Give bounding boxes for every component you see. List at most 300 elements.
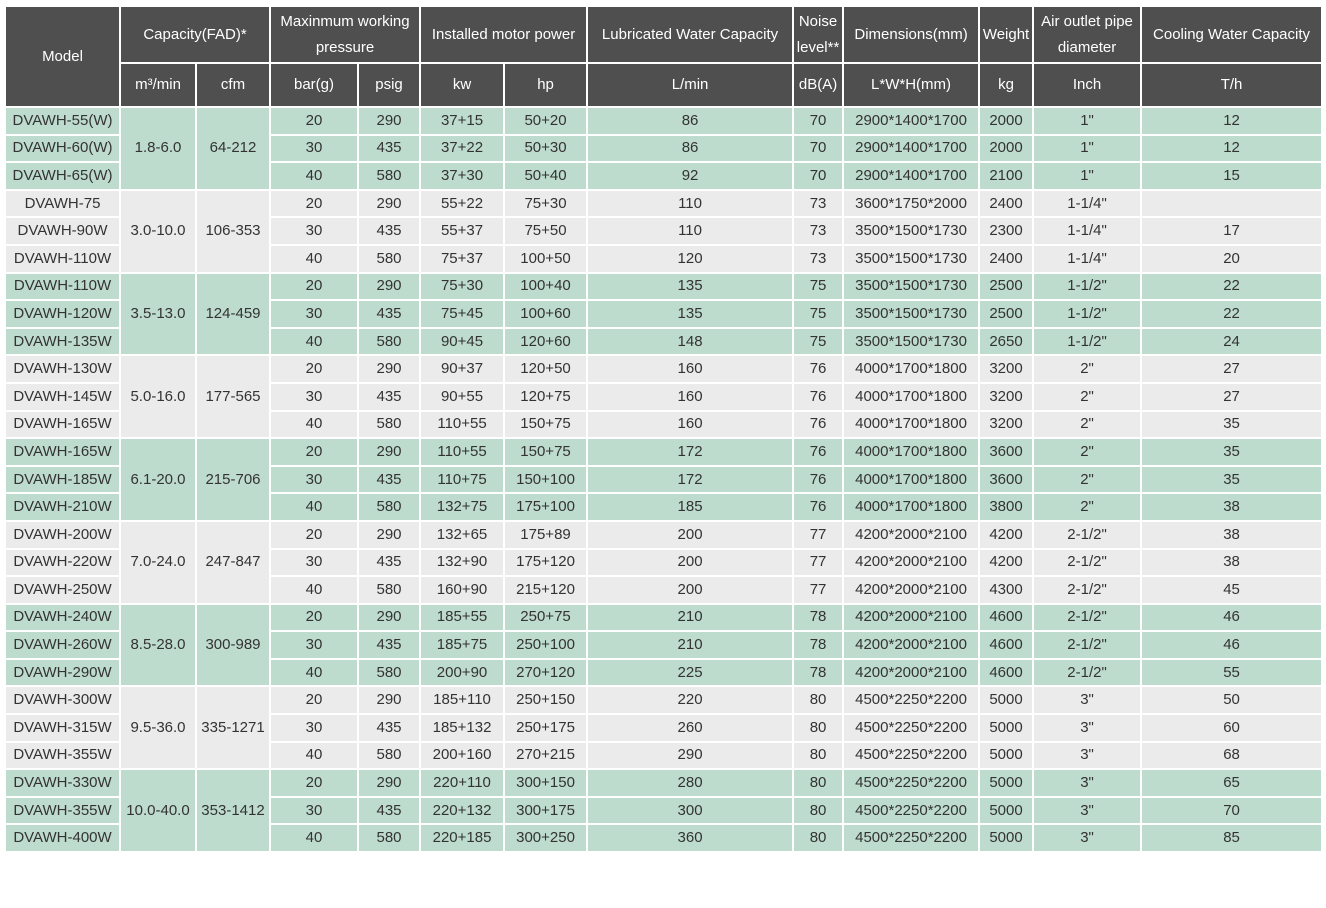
- pressure-bar-cell: 40: [270, 245, 358, 273]
- pressure-psig-cell: 435: [358, 549, 420, 577]
- cooling-water-cell: 20: [1141, 245, 1322, 273]
- motor-kw-cell: 90+37: [420, 355, 504, 383]
- noise-level-cell: 80: [793, 797, 843, 825]
- pressure-psig-cell: 290: [358, 107, 420, 135]
- dimensions-cell: 3500*1500*1730: [843, 300, 979, 328]
- header-model: Model: [5, 6, 120, 107]
- pressure-psig-cell: 290: [358, 438, 420, 466]
- cooling-water-cell: 46: [1141, 631, 1322, 659]
- dimensions-cell: 4200*2000*2100: [843, 576, 979, 604]
- lubricated-water-cell: 110: [587, 217, 793, 245]
- weight-cell: 4600: [979, 604, 1033, 632]
- motor-hp-cell: 250+150: [504, 686, 587, 714]
- motor-hp-cell: 120+75: [504, 383, 587, 411]
- cooling-water-cell: 12: [1141, 107, 1322, 135]
- outlet-diameter-cell: 2-1/2": [1033, 604, 1141, 632]
- noise-level-cell: 78: [793, 631, 843, 659]
- model-cell: DVAWH-65(W): [5, 162, 120, 190]
- noise-level-cell: 80: [793, 769, 843, 797]
- pressure-psig-cell: 290: [358, 604, 420, 632]
- pressure-psig-cell: 435: [358, 631, 420, 659]
- outlet-diameter-cell: 1-1/2": [1033, 273, 1141, 301]
- model-cell: DVAWH-300W: [5, 686, 120, 714]
- dimensions-cell: 4500*2250*2200: [843, 714, 979, 742]
- weight-cell: 5000: [979, 769, 1033, 797]
- lubricated-water-cell: 172: [587, 466, 793, 494]
- capacity-cfm-cell: 215-706: [196, 438, 270, 521]
- capacity-m3min-cell: 8.5-28.0: [120, 604, 196, 687]
- lubricated-water-cell: 225: [587, 659, 793, 687]
- lubricated-water-cell: 148: [587, 328, 793, 356]
- dimensions-cell: 4000*1700*1800: [843, 355, 979, 383]
- table-row: [5, 604, 1322, 632]
- capacity-cfm-cell: 247-847: [196, 521, 270, 604]
- outlet-diameter-cell: 2-1/2": [1033, 576, 1141, 604]
- noise-level-cell: 78: [793, 659, 843, 687]
- table-row: [5, 273, 1322, 301]
- outlet-diameter-cell: 2-1/2": [1033, 521, 1141, 549]
- motor-hp-cell: 215+120: [504, 576, 587, 604]
- noise-level-cell: 77: [793, 576, 843, 604]
- dimensions-cell: 3500*1500*1730: [843, 273, 979, 301]
- cooling-water-cell: 38: [1141, 521, 1322, 549]
- motor-kw-cell: 75+30: [420, 273, 504, 301]
- noise-level-cell: 80: [793, 824, 843, 852]
- pressure-psig-cell: 580: [358, 328, 420, 356]
- pressure-bar-cell: 30: [270, 300, 358, 328]
- noise-level-cell: 75: [793, 300, 843, 328]
- weight-cell: 4200: [979, 521, 1033, 549]
- cooling-water-cell: 65: [1141, 769, 1322, 797]
- pressure-bar-cell: 40: [270, 576, 358, 604]
- noise-level-cell: 77: [793, 549, 843, 577]
- pressure-bar-cell: 30: [270, 135, 358, 163]
- motor-kw-cell: 90+55: [420, 383, 504, 411]
- motor-kw-cell: 37+30: [420, 162, 504, 190]
- cooling-water-cell: 15: [1141, 162, 1322, 190]
- pressure-psig-cell: 580: [358, 576, 420, 604]
- unit-th: T/h: [1141, 63, 1322, 107]
- motor-kw-cell: 37+22: [420, 135, 504, 163]
- pressure-bar-cell: 40: [270, 328, 358, 356]
- dimensions-cell: 4000*1700*1800: [843, 493, 979, 521]
- header-lubricated-water: Lubricated Water Capacity: [587, 6, 793, 63]
- outlet-diameter-cell: 1-1/4": [1033, 190, 1141, 218]
- table-row: [5, 686, 1322, 714]
- model-cell: DVAWH-355W: [5, 742, 120, 770]
- outlet-diameter-cell: 2-1/2": [1033, 631, 1141, 659]
- cooling-water-cell: 38: [1141, 549, 1322, 577]
- outlet-diameter-cell: 2": [1033, 493, 1141, 521]
- model-cell: DVAWH-200W: [5, 521, 120, 549]
- lubricated-water-cell: 135: [587, 273, 793, 301]
- pressure-bar-cell: 20: [270, 355, 358, 383]
- motor-kw-cell: 185+132: [420, 714, 504, 742]
- dimensions-cell: 3600*1750*2000: [843, 190, 979, 218]
- pressure-bar-cell: 20: [270, 686, 358, 714]
- unit-inch: Inch: [1033, 63, 1141, 107]
- dimensions-cell: 4500*2250*2200: [843, 686, 979, 714]
- motor-hp-cell: 250+175: [504, 714, 587, 742]
- pressure-bar-cell: 20: [270, 438, 358, 466]
- cooling-water-cell: [1141, 190, 1322, 218]
- weight-cell: 2000: [979, 135, 1033, 163]
- dimensions-cell: 4000*1700*1800: [843, 383, 979, 411]
- cooling-water-cell: 17: [1141, 217, 1322, 245]
- dimensions-cell: 3500*1500*1730: [843, 217, 979, 245]
- noise-level-cell: 75: [793, 328, 843, 356]
- model-cell: DVAWH-210W: [5, 493, 120, 521]
- pressure-psig-cell: 290: [358, 355, 420, 383]
- header-dimensions: Dimensions(mm): [843, 6, 979, 63]
- motor-hp-cell: 300+175: [504, 797, 587, 825]
- capacity-m3min-cell: 3.5-13.0: [120, 273, 196, 356]
- outlet-diameter-cell: 1": [1033, 135, 1141, 163]
- noise-level-cell: 76: [793, 493, 843, 521]
- capacity-cfm-cell: 124-459: [196, 273, 270, 356]
- model-cell: DVAWH-130W: [5, 355, 120, 383]
- motor-hp-cell: 270+120: [504, 659, 587, 687]
- dimensions-cell: 4500*2250*2200: [843, 797, 979, 825]
- table-row: [5, 190, 1322, 218]
- cooling-water-cell: 27: [1141, 355, 1322, 383]
- weight-cell: 5000: [979, 686, 1033, 714]
- cooling-water-cell: 85: [1141, 824, 1322, 852]
- model-cell: DVAWH-90W: [5, 217, 120, 245]
- unit-dba: dB(A): [793, 63, 843, 107]
- model-cell: DVAWH-135W: [5, 328, 120, 356]
- pressure-bar-cell: 20: [270, 604, 358, 632]
- header-motor-power: Installed motor power: [420, 6, 587, 63]
- capacity-m3min-cell: 1.8-6.0: [120, 107, 196, 190]
- weight-cell: 2500: [979, 273, 1033, 301]
- weight-cell: 3200: [979, 411, 1033, 439]
- unit-m3min: m³/min: [120, 63, 196, 107]
- unit-cfm: cfm: [196, 63, 270, 107]
- noise-level-cell: 70: [793, 135, 843, 163]
- lubricated-water-cell: 185: [587, 493, 793, 521]
- capacity-cfm-cell: 335-1271: [196, 686, 270, 769]
- dimensions-cell: 4000*1700*1800: [843, 411, 979, 439]
- model-cell: DVAWH-145W: [5, 383, 120, 411]
- noise-level-cell: 80: [793, 686, 843, 714]
- lubricated-water-cell: 360: [587, 824, 793, 852]
- outlet-diameter-cell: 3": [1033, 686, 1141, 714]
- motor-kw-cell: 185+110: [420, 686, 504, 714]
- outlet-diameter-cell: 2": [1033, 438, 1141, 466]
- motor-kw-cell: 37+15: [420, 107, 504, 135]
- weight-cell: 5000: [979, 824, 1033, 852]
- pressure-bar-cell: 20: [270, 769, 358, 797]
- pressure-psig-cell: 290: [358, 190, 420, 218]
- cooling-water-cell: 22: [1141, 273, 1322, 301]
- noise-level-cell: 76: [793, 383, 843, 411]
- pressure-psig-cell: 435: [358, 383, 420, 411]
- dimensions-cell: 4000*1700*1800: [843, 466, 979, 494]
- spec-table: [4, 5, 1323, 853]
- lubricated-water-cell: 160: [587, 355, 793, 383]
- pressure-bar-cell: 30: [270, 714, 358, 742]
- weight-cell: 4600: [979, 631, 1033, 659]
- motor-kw-cell: 160+90: [420, 576, 504, 604]
- pressure-psig-cell: 435: [358, 797, 420, 825]
- cooling-water-cell: 60: [1141, 714, 1322, 742]
- lubricated-water-cell: 160: [587, 383, 793, 411]
- cooling-water-cell: 45: [1141, 576, 1322, 604]
- capacity-m3min-cell: 3.0-10.0: [120, 190, 196, 273]
- pressure-bar-cell: 40: [270, 493, 358, 521]
- pressure-psig-cell: 580: [358, 659, 420, 687]
- pressure-bar-cell: 30: [270, 466, 358, 494]
- model-cell: DVAWH-290W: [5, 659, 120, 687]
- cooling-water-cell: 55: [1141, 659, 1322, 687]
- pressure-bar-cell: 30: [270, 797, 358, 825]
- table-body: [5, 107, 1322, 852]
- outlet-diameter-cell: 3": [1033, 824, 1141, 852]
- capacity-m3min-cell: 6.1-20.0: [120, 438, 196, 521]
- motor-kw-cell: 75+45: [420, 300, 504, 328]
- pressure-psig-cell: 580: [358, 245, 420, 273]
- weight-cell: 2500: [979, 300, 1033, 328]
- noise-level-cell: 80: [793, 742, 843, 770]
- lubricated-water-cell: 110: [587, 190, 793, 218]
- unit-lmin: L/min: [587, 63, 793, 107]
- model-cell: DVAWH-315W: [5, 714, 120, 742]
- weight-cell: 2100: [979, 162, 1033, 190]
- model-cell: DVAWH-120W: [5, 300, 120, 328]
- cooling-water-cell: 12: [1141, 135, 1322, 163]
- weight-cell: 3200: [979, 355, 1033, 383]
- noise-level-cell: 70: [793, 107, 843, 135]
- unit-kw: kw: [420, 63, 504, 107]
- outlet-diameter-cell: 2-1/2": [1033, 659, 1141, 687]
- noise-level-cell: 80: [793, 714, 843, 742]
- noise-level-cell: 76: [793, 438, 843, 466]
- motor-kw-cell: 110+55: [420, 438, 504, 466]
- pressure-bar-cell: 20: [270, 190, 358, 218]
- cooling-water-cell: 35: [1141, 466, 1322, 494]
- table-header: [5, 6, 1322, 107]
- dimensions-cell: 4500*2250*2200: [843, 769, 979, 797]
- cooling-water-cell: 27: [1141, 383, 1322, 411]
- noise-level-cell: 73: [793, 190, 843, 218]
- header-capacity: Capacity(FAD)*: [120, 6, 270, 63]
- pressure-psig-cell: 435: [358, 217, 420, 245]
- pressure-bar-cell: 40: [270, 659, 358, 687]
- pressure-bar-cell: 20: [270, 107, 358, 135]
- noise-level-cell: 76: [793, 466, 843, 494]
- capacity-cfm-cell: 177-565: [196, 355, 270, 438]
- model-cell: DVAWH-110W: [5, 245, 120, 273]
- table-row: [5, 107, 1322, 135]
- lubricated-water-cell: 210: [587, 604, 793, 632]
- weight-cell: 2300: [979, 217, 1033, 245]
- dimensions-cell: 2900*1400*1700: [843, 162, 979, 190]
- motor-hp-cell: 150+100: [504, 466, 587, 494]
- weight-cell: 4600: [979, 659, 1033, 687]
- table-row: [5, 355, 1322, 383]
- motor-hp-cell: 50+20: [504, 107, 587, 135]
- noise-level-cell: 70: [793, 162, 843, 190]
- capacity-m3min-cell: 5.0-16.0: [120, 355, 196, 438]
- capacity-cfm-cell: 353-1412: [196, 769, 270, 852]
- weight-cell: 3800: [979, 493, 1033, 521]
- model-cell: DVAWH-220W: [5, 549, 120, 577]
- motor-kw-cell: 220+132: [420, 797, 504, 825]
- motor-kw-cell: 185+75: [420, 631, 504, 659]
- noise-level-cell: 76: [793, 355, 843, 383]
- pressure-psig-cell: 580: [358, 824, 420, 852]
- cooling-water-cell: 68: [1141, 742, 1322, 770]
- motor-hp-cell: 250+75: [504, 604, 587, 632]
- weight-cell: 5000: [979, 742, 1033, 770]
- header-air-outlet: Air outlet pipe diameter: [1033, 6, 1141, 63]
- motor-hp-cell: 120+60: [504, 328, 587, 356]
- model-cell: DVAWH-355W: [5, 797, 120, 825]
- lubricated-water-cell: 172: [587, 438, 793, 466]
- pressure-bar-cell: 40: [270, 411, 358, 439]
- cooling-water-cell: 38: [1141, 493, 1322, 521]
- outlet-diameter-cell: 1": [1033, 107, 1141, 135]
- weight-cell: 2000: [979, 107, 1033, 135]
- lubricated-water-cell: 260: [587, 714, 793, 742]
- motor-kw-cell: 90+45: [420, 328, 504, 356]
- model-cell: DVAWH-330W: [5, 769, 120, 797]
- weight-cell: 3600: [979, 466, 1033, 494]
- pressure-psig-cell: 435: [358, 300, 420, 328]
- weight-cell: 4200: [979, 549, 1033, 577]
- motor-hp-cell: 50+30: [504, 135, 587, 163]
- motor-hp-cell: 250+100: [504, 631, 587, 659]
- lubricated-water-cell: 210: [587, 631, 793, 659]
- header-noise-level: Noise level**: [793, 6, 843, 63]
- motor-hp-cell: 150+75: [504, 438, 587, 466]
- pressure-psig-cell: 580: [358, 411, 420, 439]
- dimensions-cell: 4200*2000*2100: [843, 604, 979, 632]
- motor-hp-cell: 150+75: [504, 411, 587, 439]
- header-row-main: [5, 6, 1322, 63]
- outlet-diameter-cell: 1-1/4": [1033, 245, 1141, 273]
- pressure-bar-cell: 30: [270, 549, 358, 577]
- cooling-water-cell: 24: [1141, 328, 1322, 356]
- outlet-diameter-cell: 3": [1033, 714, 1141, 742]
- outlet-diameter-cell: 2": [1033, 466, 1141, 494]
- header-weight: Weight: [979, 6, 1033, 63]
- unit-lwh: L*W*H(mm): [843, 63, 979, 107]
- outlet-diameter-cell: 2": [1033, 383, 1141, 411]
- model-cell: DVAWH-185W: [5, 466, 120, 494]
- dimensions-cell: 4200*2000*2100: [843, 521, 979, 549]
- unit-hp: hp: [504, 63, 587, 107]
- motor-hp-cell: 300+150: [504, 769, 587, 797]
- dimensions-cell: 4200*2000*2100: [843, 549, 979, 577]
- outlet-diameter-cell: 2": [1033, 355, 1141, 383]
- pressure-bar-cell: 20: [270, 273, 358, 301]
- weight-cell: 5000: [979, 714, 1033, 742]
- outlet-diameter-cell: 1-1/4": [1033, 217, 1141, 245]
- motor-kw-cell: 110+55: [420, 411, 504, 439]
- model-cell: DVAWH-400W: [5, 824, 120, 852]
- motor-kw-cell: 110+75: [420, 466, 504, 494]
- pressure-psig-cell: 435: [358, 714, 420, 742]
- pressure-psig-cell: 580: [358, 162, 420, 190]
- dimensions-cell: 3500*1500*1730: [843, 245, 979, 273]
- motor-hp-cell: 100+50: [504, 245, 587, 273]
- dimensions-cell: 4000*1700*1800: [843, 438, 979, 466]
- weight-cell: 3200: [979, 383, 1033, 411]
- header-cooling-water: Cooling Water Capacity: [1141, 6, 1322, 63]
- capacity-m3min-cell: 9.5-36.0: [120, 686, 196, 769]
- motor-kw-cell: 55+22: [420, 190, 504, 218]
- pressure-bar-cell: 20: [270, 521, 358, 549]
- header-pressure: Maxinmum working pressure: [270, 6, 420, 63]
- lubricated-water-cell: 220: [587, 686, 793, 714]
- outlet-diameter-cell: 3": [1033, 769, 1141, 797]
- lubricated-water-cell: 200: [587, 549, 793, 577]
- outlet-diameter-cell: 3": [1033, 797, 1141, 825]
- model-cell: DVAWH-55(W): [5, 107, 120, 135]
- motor-hp-cell: 100+40: [504, 273, 587, 301]
- outlet-diameter-cell: 2-1/2": [1033, 549, 1141, 577]
- cooling-water-cell: 46: [1141, 604, 1322, 632]
- capacity-cfm-cell: 64-212: [196, 107, 270, 190]
- unit-barg: bar(g): [270, 63, 358, 107]
- outlet-diameter-cell: 1-1/2": [1033, 328, 1141, 356]
- lubricated-water-cell: 92: [587, 162, 793, 190]
- model-cell: DVAWH-75: [5, 190, 120, 218]
- motor-hp-cell: 175+120: [504, 549, 587, 577]
- model-cell: DVAWH-260W: [5, 631, 120, 659]
- cooling-water-cell: 70: [1141, 797, 1322, 825]
- capacity-cfm-cell: 300-989: [196, 604, 270, 687]
- model-cell: DVAWH-165W: [5, 438, 120, 466]
- motor-hp-cell: 120+50: [504, 355, 587, 383]
- pressure-bar-cell: 30: [270, 631, 358, 659]
- capacity-m3min-cell: 7.0-24.0: [120, 521, 196, 604]
- pressure-bar-cell: 40: [270, 824, 358, 852]
- pressure-bar-cell: 30: [270, 383, 358, 411]
- capacity-cfm-cell: 106-353: [196, 190, 270, 273]
- table-row: [5, 521, 1322, 549]
- dimensions-cell: 3500*1500*1730: [843, 328, 979, 356]
- weight-cell: 3600: [979, 438, 1033, 466]
- dimensions-cell: 4200*2000*2100: [843, 631, 979, 659]
- weight-cell: 2400: [979, 245, 1033, 273]
- motor-kw-cell: 185+55: [420, 604, 504, 632]
- cooling-water-cell: 35: [1141, 411, 1322, 439]
- motor-kw-cell: 200+90: [420, 659, 504, 687]
- motor-kw-cell: 200+160: [420, 742, 504, 770]
- dimensions-cell: 2900*1400*1700: [843, 135, 979, 163]
- model-cell: DVAWH-60(W): [5, 135, 120, 163]
- dimensions-cell: 4500*2250*2200: [843, 742, 979, 770]
- pressure-psig-cell: 435: [358, 466, 420, 494]
- motor-kw-cell: 132+75: [420, 493, 504, 521]
- motor-kw-cell: 55+37: [420, 217, 504, 245]
- model-cell: DVAWH-250W: [5, 576, 120, 604]
- model-cell: DVAWH-110W: [5, 273, 120, 301]
- pressure-psig-cell: 435: [358, 135, 420, 163]
- outlet-diameter-cell: 1-1/2": [1033, 300, 1141, 328]
- pressure-bar-cell: 30: [270, 217, 358, 245]
- lubricated-water-cell: 200: [587, 576, 793, 604]
- lubricated-water-cell: 280: [587, 769, 793, 797]
- weight-cell: 5000: [979, 797, 1033, 825]
- noise-level-cell: 78: [793, 604, 843, 632]
- motor-hp-cell: 75+50: [504, 217, 587, 245]
- lubricated-water-cell: 135: [587, 300, 793, 328]
- weight-cell: 2650: [979, 328, 1033, 356]
